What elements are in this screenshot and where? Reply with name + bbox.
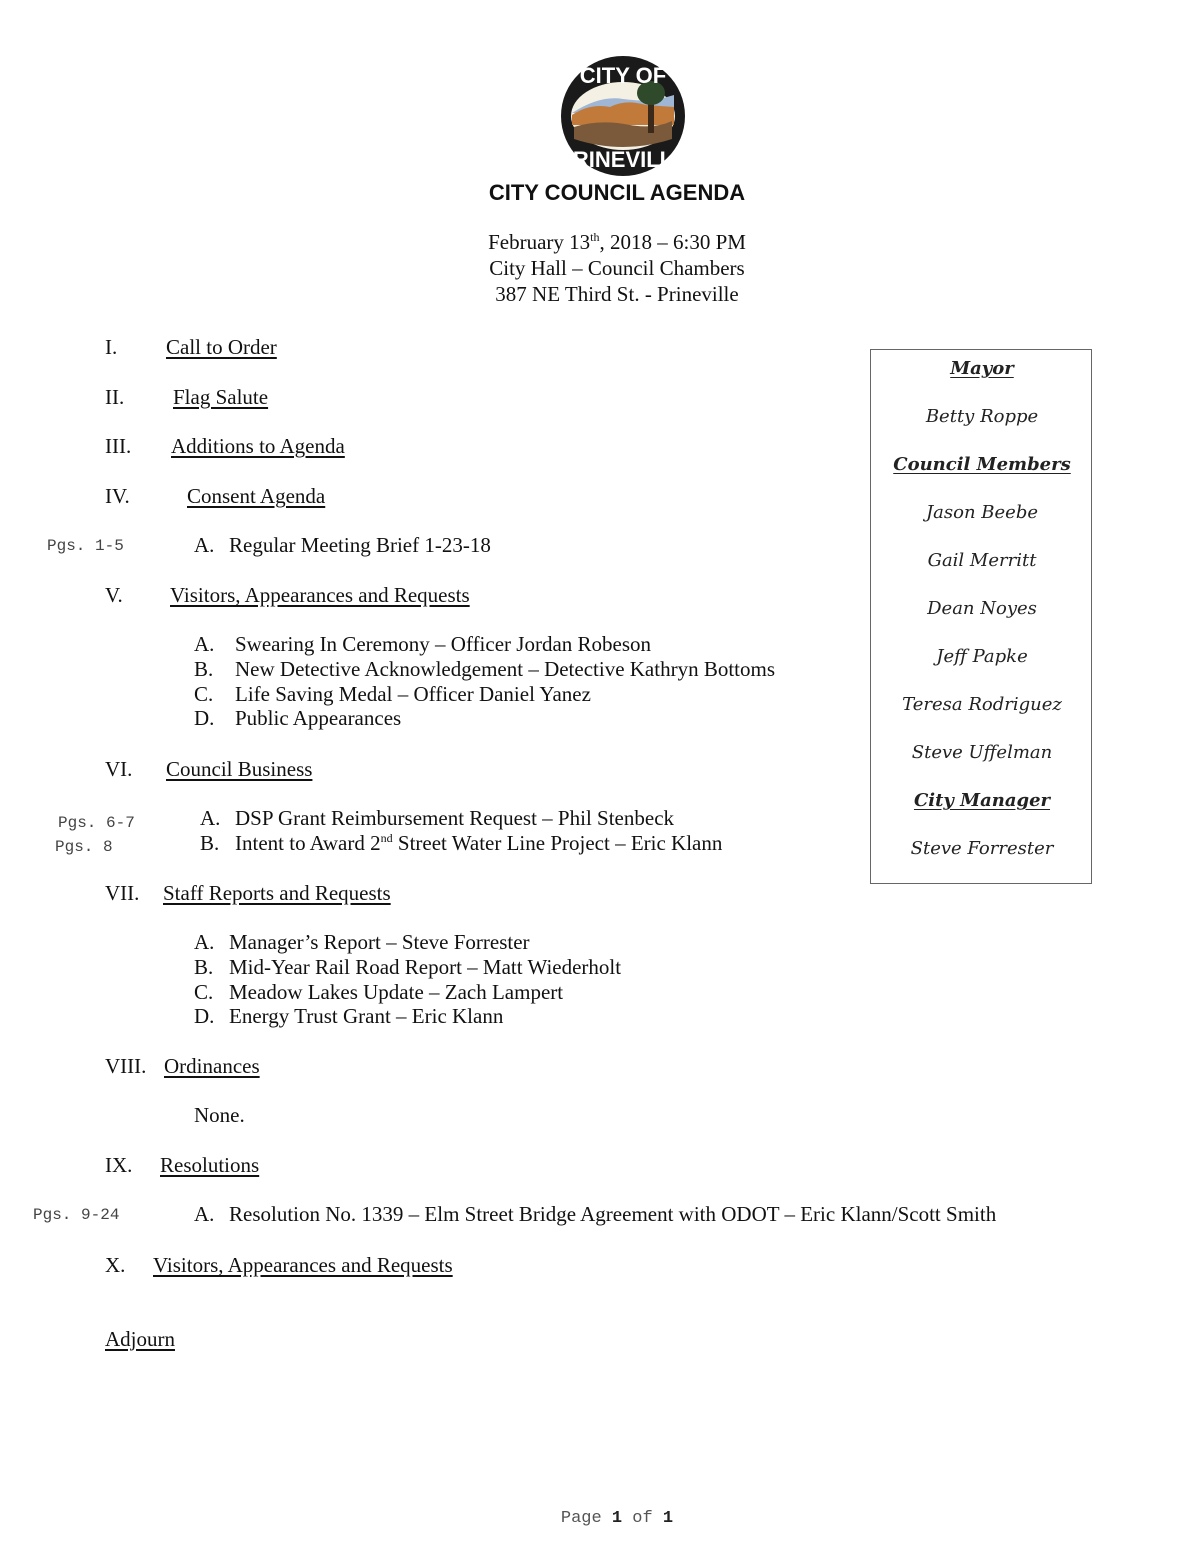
- council-member-name: Gail Merritt: [927, 550, 1037, 571]
- page-title: CITY COUNCIL AGENDA: [488, 180, 746, 205]
- city-seal-graphic: [560, 55, 686, 177]
- section-title-call-to-order: Call to Order: [166, 335, 277, 359]
- section-title-ordinances: Ordinances: [164, 1054, 260, 1078]
- council-member-name: Jeff Papke: [936, 646, 1028, 667]
- item-letter: A.: [194, 930, 215, 954]
- meeting-location: City Hall – Council Chambers: [489, 256, 745, 280]
- manager-heading: City Manager: [913, 790, 1051, 811]
- date-suffix: , 2018 – 6:30 PM: [599, 230, 746, 254]
- mayor-name: Betty Roppe: [925, 406, 1039, 427]
- section-title-additions: Additions to Agenda: [171, 434, 345, 458]
- date-sup: th: [590, 230, 600, 244]
- item-text-sup: nd: [380, 831, 393, 845]
- item-letter: C.: [194, 682, 214, 706]
- page-reference: Pgs. 6-7: [58, 814, 135, 832]
- footer-of-label: of: [632, 1509, 653, 1528]
- item-letter: D.: [194, 1004, 215, 1028]
- ordinances-body: None.: [194, 1103, 245, 1127]
- council-member-name: Steve Uffelman: [911, 742, 1053, 763]
- agenda-item: Life Saving Medal – Officer Daniel Yanez: [235, 682, 591, 706]
- item-letter: A.: [194, 632, 215, 656]
- agenda-item: New Detective Acknowledgement – Detective Kathryn Bottoms: [235, 657, 776, 681]
- agenda-item: Energy Trust Grant – Eric Klann: [229, 1004, 504, 1028]
- footer-page-num: 1: [611, 1509, 623, 1528]
- section-number: V.: [105, 583, 123, 607]
- logo-top-text: CITY OF: [579, 63, 667, 88]
- city-logo: [560, 55, 686, 177]
- item-letter: A.: [194, 1202, 215, 1226]
- manager-name: Steve Forrester: [910, 838, 1054, 859]
- agenda-item: Meadow Lakes Update – Zach Lampert: [229, 980, 564, 1004]
- mayor-heading: Mayor: [950, 358, 1014, 379]
- meeting-date: [0, 230, 1200, 254]
- page-reference: Pgs. 1-5: [47, 537, 124, 555]
- agenda-item: Mid-Year Rail Road Report – Matt Wiederholt: [229, 955, 622, 979]
- page-reference: Pgs. 8: [55, 838, 113, 856]
- section-title-staff-reports: Staff Reports and Requests: [163, 881, 391, 905]
- section-number: VI.: [105, 757, 133, 781]
- footer-page-total: 1: [662, 1509, 674, 1528]
- section-title-visitors-2: Visitors, Appearances and Requests: [153, 1253, 453, 1277]
- section-number: III.: [105, 434, 132, 458]
- section-number: IV.: [105, 484, 130, 508]
- page-footer: [0, 1509, 1200, 1528]
- agenda-item: DSP Grant Reimbursement Request – Phil Stenbeck: [235, 806, 675, 830]
- adjourn-label: Adjourn: [105, 1327, 175, 1351]
- item-text-prefix: Intent to Award 2: [235, 831, 381, 855]
- page-reference: Pgs. 9-24: [33, 1206, 120, 1224]
- item-letter: A.: [194, 533, 215, 557]
- agenda-item: Regular Meeting Brief 1-23-18: [229, 533, 491, 557]
- section-title-visitors: Visitors, Appearances and Requests: [170, 583, 470, 607]
- item-letter: B.: [194, 955, 214, 979]
- section-number: IX.: [105, 1153, 133, 1177]
- item-text-suffix: Street Water Line Project – Eric Klann: [392, 831, 723, 855]
- agenda-item: Swearing In Ceremony – Officer Jordan Robeson: [235, 632, 652, 656]
- item-letter: D.: [194, 706, 215, 730]
- agenda-item: Public Appearances: [235, 706, 402, 730]
- item-letter: B.: [194, 657, 214, 681]
- section-number: I.: [105, 335, 118, 359]
- section-title-resolutions: Resolutions: [160, 1153, 260, 1177]
- section-number: X.: [105, 1253, 126, 1277]
- date-prefix: February 13: [488, 230, 591, 254]
- item-letter: A.: [200, 806, 221, 830]
- footer-page-label: Page: [560, 1509, 602, 1528]
- section-number: II.: [105, 385, 125, 409]
- section-title-council-business: Council Business: [166, 757, 313, 781]
- council-member-name: Dean Noyes: [927, 598, 1037, 619]
- section-number: VIII.: [105, 1054, 147, 1078]
- council-member-name: Jason Beebe: [925, 502, 1039, 523]
- section-title-flag-salute: Flag Salute: [173, 385, 269, 409]
- logo-bottom-text: PRINEVILLE: [560, 147, 686, 172]
- item-letter: C.: [194, 980, 214, 1004]
- agenda-item: Resolution No. 1339 – Elm Street Bridge Agreement with ODOT – Eric Klann/Scott Smith: [229, 1202, 997, 1226]
- section-number: VII.: [105, 881, 140, 905]
- meeting-address: 387 NE Third St. - Prineville: [495, 282, 739, 306]
- council-member-name: Teresa Rodriguez: [902, 694, 1062, 715]
- council-members-box: [870, 349, 1092, 884]
- agenda-item: [235, 831, 722, 855]
- item-letter: B.: [200, 831, 220, 855]
- agenda-item: Manager’s Report – Steve Forrester: [229, 930, 530, 954]
- section-title-consent-agenda: Consent Agenda: [187, 484, 326, 508]
- council-heading: Council Members: [893, 454, 1071, 475]
